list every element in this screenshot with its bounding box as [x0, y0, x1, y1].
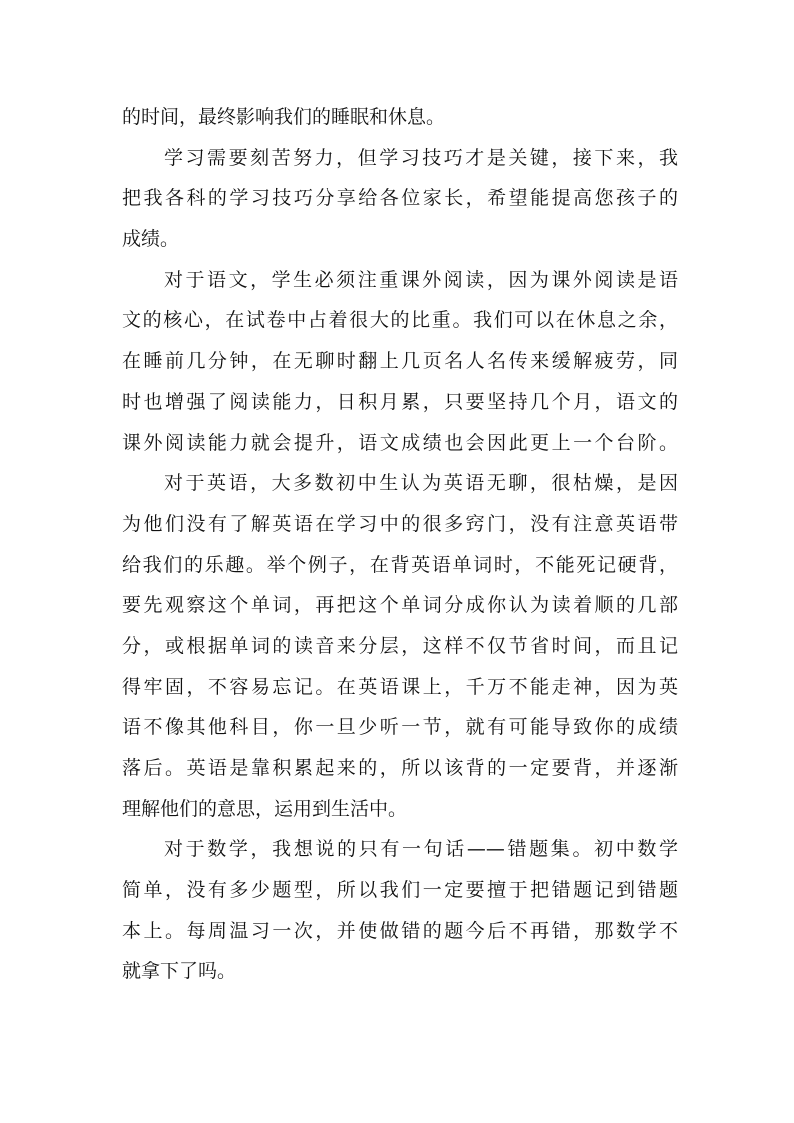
text-line: 学习需要刻苦努力，但学习技巧才是关键，接下来，我 — [164, 146, 678, 169]
text-line: 文的核心，在试卷中占着很大的比重。我们可以在休息之余， — [122, 309, 678, 332]
text-line: 的时间，最终影响我们的睡眠和休息。 — [122, 106, 446, 128]
text-line: 就拿下了吗。 — [122, 960, 237, 983]
text-line: 为他们没有了解英语在学习中的很多窍门，没有注意英语带 — [122, 512, 678, 535]
text-line: 落后。英语是靠积累起来的，所以该背的一定要背，并逐渐 — [122, 757, 678, 779]
text-line: 课外阅读能力就会提升，语文成绩也会因此更上一个台阶。 — [122, 431, 678, 454]
text-line: 对于语文，学生必须注重课外阅读，因为课外阅读是语 — [164, 268, 678, 291]
text-line: 在睡前几分钟，在无聊时翻上几页名人名传来缓解疲劳，同 — [122, 350, 678, 373]
text-line: 时也增强了阅读能力，日积月累，只要坚持几个月，语文的 — [122, 390, 678, 413]
text-line: 成绩。 — [122, 228, 180, 251]
text-line: 给我们的乐趣。举个例子，在背英语单词时，不能死记硬背， — [122, 553, 678, 576]
text-line: 要先观察这个单词，再把这个单词分成你认为读着顺的几部 — [122, 594, 678, 617]
document-body — [122, 97, 678, 992]
text-line: 理解他们的意思，运用到生活中。 — [122, 797, 408, 820]
text-line: 得牢固，不容易忘记。在英语课上，千万不能走神，因为英 — [122, 675, 678, 698]
text-line: 简单，没有多少题型，所以我们一定要擅于把错题记到错题 — [122, 879, 678, 902]
text-line: 把我各科的学习技巧分享给各位家长，希望能提高您孩子的 — [122, 187, 678, 210]
text-line: 分，或根据单词的读音来分层，这样不仅节省时间，而且记 — [122, 634, 678, 657]
text-line: 对于数学，我想说的只有一句话——错题集。初中数学 — [164, 838, 678, 861]
text-line: 本上。每周温习一次，并使做错的题今后不再错，那数学不 — [122, 919, 678, 942]
text-line: 语不像其他科目，你一旦少听一节，就有可能导致你的成绩 — [122, 716, 678, 739]
text-line: 对于英语，大多数初中生认为英语无聊，很枯燥，是因 — [164, 472, 678, 495]
